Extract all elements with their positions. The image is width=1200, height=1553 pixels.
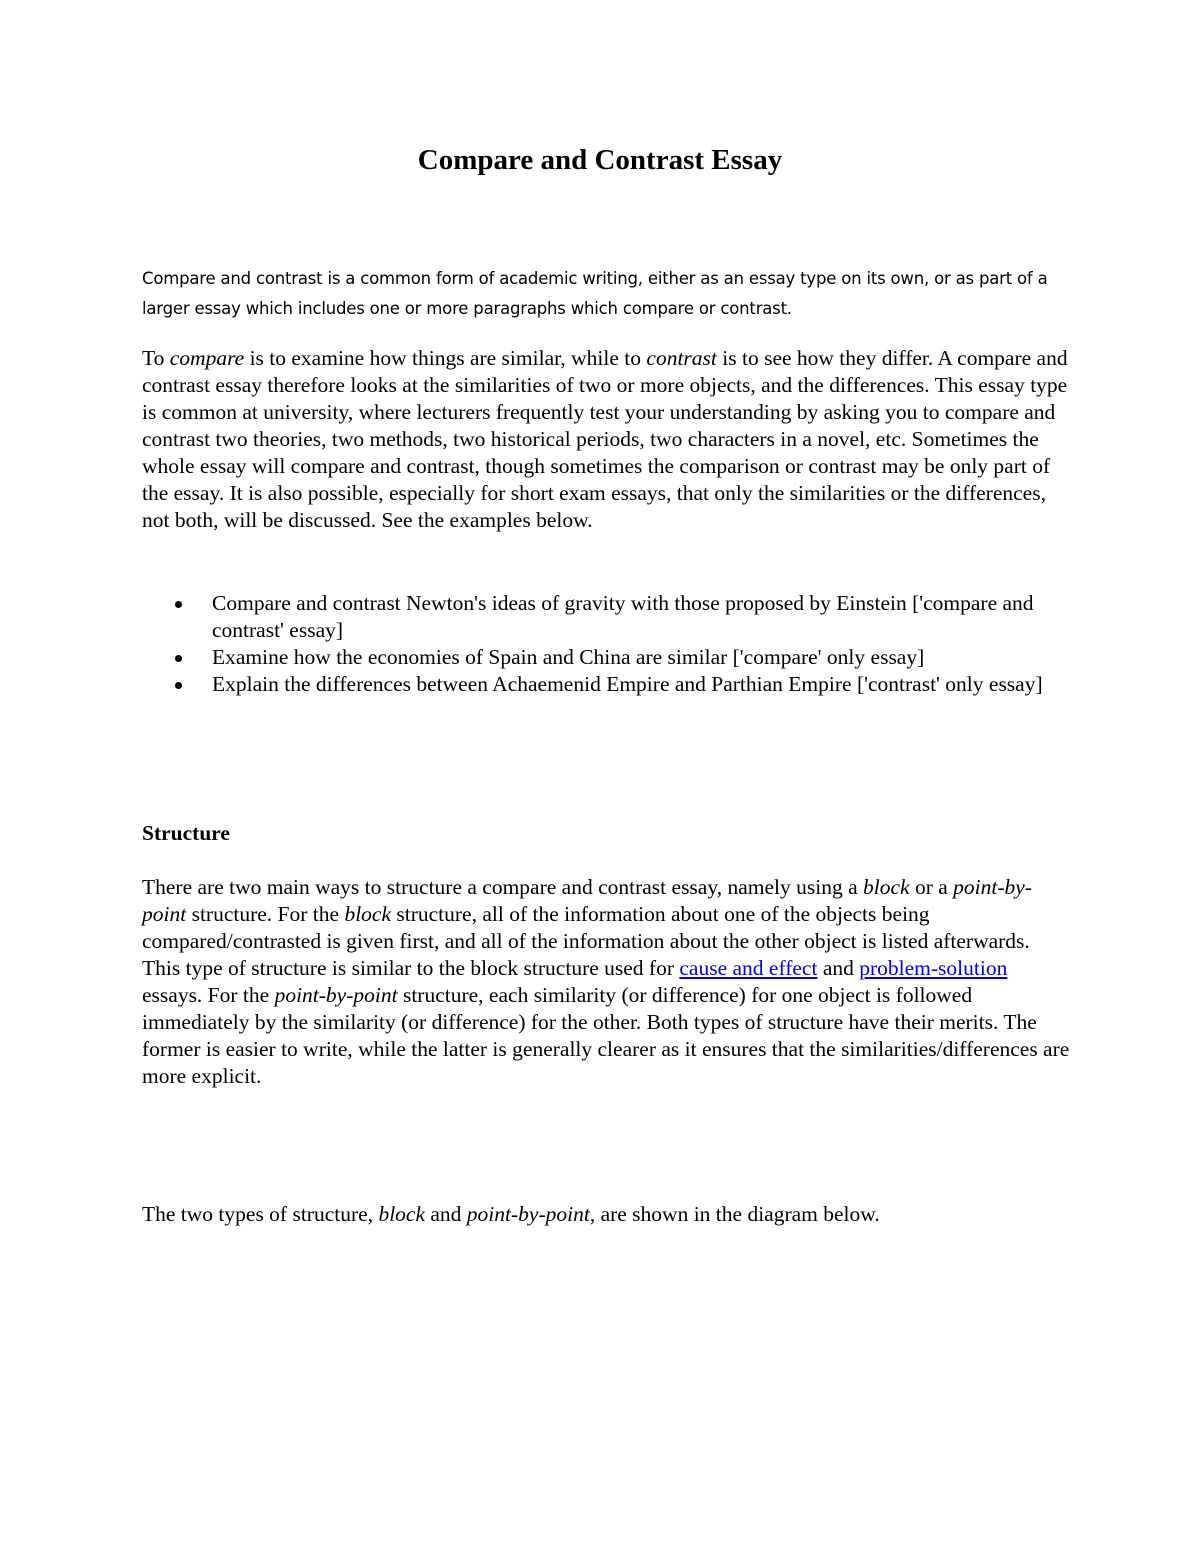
examples-list — [142, 590, 1072, 698]
list-item-text: Examine how the economies of Spain and China are similar ['compare' only essay] — [212, 645, 925, 669]
structure-text: or a — [909, 875, 954, 899]
block-term: block — [344, 902, 391, 926]
diagram-intro-text: The two types of structure, — [142, 1202, 379, 1226]
structure-text: structure. For the — [186, 902, 345, 926]
point-by-point-term: point-by-point — [142, 875, 1032, 926]
definition-text: is to examine how things are similar, while to — [244, 346, 647, 370]
definition-paragraph — [142, 345, 1072, 534]
diagram-intro-text: , are shown in the diagram below. — [589, 1202, 880, 1226]
list-item — [142, 644, 1072, 671]
point-by-point-term: point-by-point — [466, 1202, 590, 1226]
page-title: Compare and Contrast Essay — [417, 144, 783, 176]
list-item — [142, 671, 1072, 698]
contrast-term: contrast — [646, 346, 717, 370]
point-by-point-term: point-by-point — [274, 983, 398, 1007]
diagram-intro-paragraph — [142, 1201, 1072, 1228]
intro-paragraph: Compare and contrast is a common form of academic writing, either as an essay type on its own, or as part of a larger essay which includes one or more paragraphs which compare or contrast. — [142, 269, 1048, 318]
structure-text: essays. For the — [142, 983, 275, 1007]
list-item — [142, 590, 1072, 644]
structure-text: and — [817, 956, 860, 980]
definition-text: To — [142, 346, 170, 370]
structure-text: There are two main ways to structure a compare and contrast essay, namely using a — [142, 875, 863, 899]
list-item-text: Compare and contrast Newton's ideas of gravity with those proposed by Einstein ['compare and contrast' essay] — [212, 591, 1034, 642]
definition-text: is to see how they differ. A compare and contrast essay therefore looks at the similarities of two or more objects, and the differences. This essay type is common at university, where lecturers frequently test your understanding by asking you to compare and contrast two theories, two methods, two historical periods, two characters in a novel, etc. Sometimes the whole essay will compare and contrast, though sometimes the comparison or contrast may be only part of the essay. It is also possible, especially for short exam essays, that only the similarities or the differences, not both, will be discussed. See the examples below. — [142, 346, 1068, 532]
block-term: block — [378, 1202, 425, 1226]
bullet-icon — [175, 655, 182, 662]
structure-text: structure, each similarity (or difference) for one object is followed immediately by the similarity (or difference) for the other. Both types of structure have their merits. The former is easier to write, while the latter is generally clearer as it ensures that the similarities/differences are more explicit. — [142, 983, 1070, 1088]
compare-term: compare — [169, 346, 245, 370]
bullet-icon — [175, 682, 182, 689]
cause-and-effect-link[interactable]: cause and effect — [679, 956, 818, 980]
structure-paragraph — [142, 874, 1072, 1090]
list-item-text: Explain the differences between Achaemenid Empire and Parthian Empire ['contrast' only essay] — [212, 672, 1043, 696]
section-heading-structure: Structure — [142, 821, 230, 845]
structure-text: structure, all of the information about one of the objects being compared/contrasted is given first, and all of the information about the other object is listed afterwards. This type of structure is similar to the block structure used for — [142, 902, 1030, 980]
diagram-intro-text: and — [425, 1202, 467, 1226]
block-term: block — [863, 875, 910, 899]
bullet-icon — [175, 601, 182, 608]
problem-solution-link[interactable]: problem-solution — [859, 956, 1008, 980]
